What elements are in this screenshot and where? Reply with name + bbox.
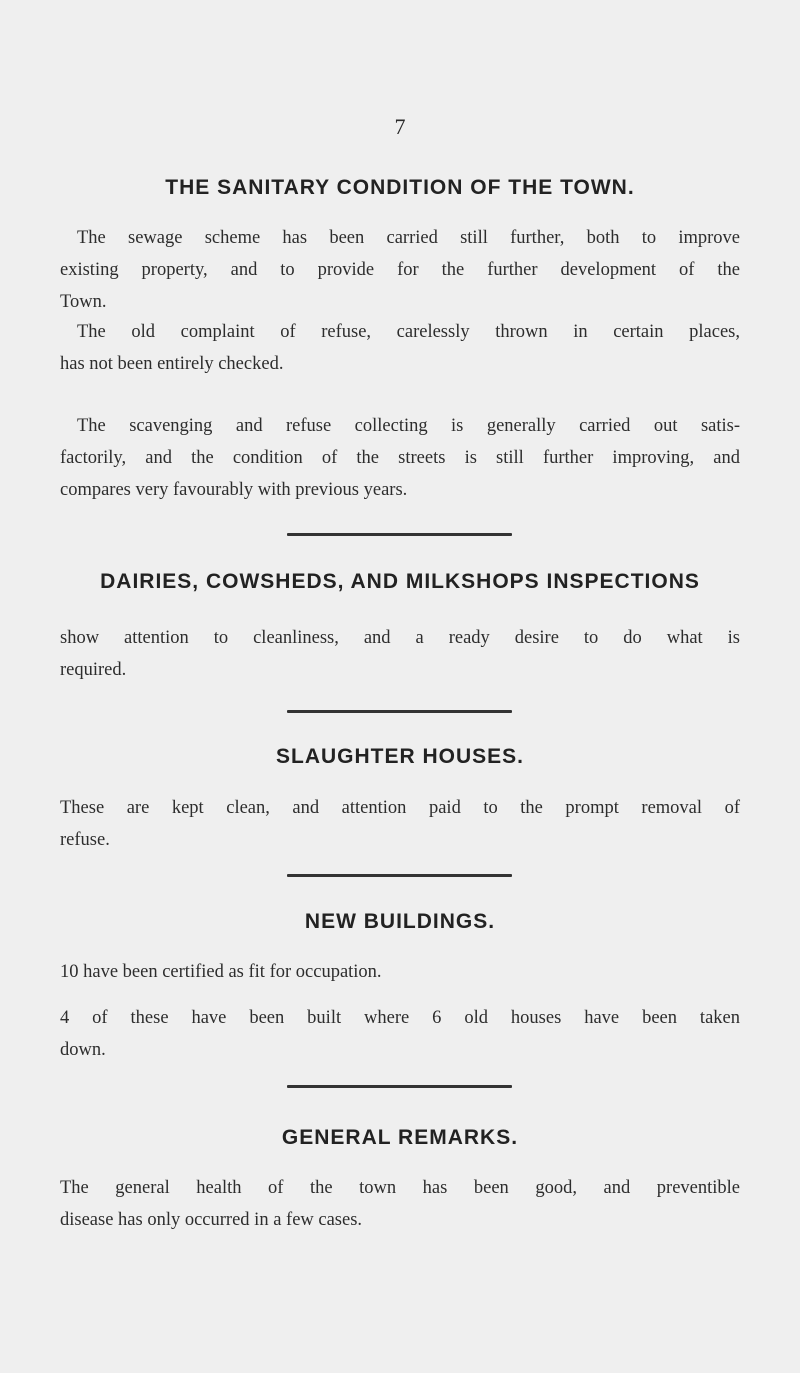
text-line: down.	[60, 1040, 106, 1060]
text-line: disease has only occurred in a few cases.	[60, 1210, 363, 1230]
text-line: compares very favourably with previous years.	[60, 480, 408, 500]
page-number: 7	[394, 114, 406, 139]
text-line: The general health of the town has been good, and preventible	[60, 1178, 740, 1198]
divider-rule	[287, 874, 512, 877]
divider-rule	[287, 710, 512, 713]
text-line: required.	[60, 660, 127, 680]
text-line: 4 of these have been built where 6 old houses have been taken	[60, 1008, 740, 1028]
paragraph-refuse-complaint	[60, 316, 740, 380]
text-line: The scavenging and refuse collecting is generally carried out satis-	[77, 416, 740, 436]
text-line: Town.	[60, 292, 107, 312]
section-heading-slaughter-houses: SLAUGHTER HOUSES.	[275, 745, 525, 768]
paragraph-scavenging	[60, 410, 740, 506]
paragraph-general-health	[60, 1172, 740, 1236]
text-line: The old complaint of refuse, carelessly thrown in certain places,	[77, 322, 740, 342]
text-line: show attention to cleanliness, and a ready desire to do what is	[60, 628, 740, 648]
text-line: existing property, and to provide for the further development of the	[60, 260, 740, 280]
section-heading-dairies: DAIRIES, COWSHEDS, AND MILKSHOPS INSPECTIONS	[100, 570, 700, 593]
paragraph-certified	[60, 956, 740, 988]
paragraph-slaughter-houses	[60, 792, 740, 856]
divider-rule	[287, 533, 512, 536]
section-heading-general-remarks: GENERAL REMARKS.	[281, 1126, 519, 1149]
text-line: 10 have been certified as fit for occupation.	[60, 962, 382, 982]
text-line: refuse.	[60, 830, 110, 850]
divider-rule	[287, 1085, 512, 1088]
paragraph-dairies	[60, 622, 740, 686]
paragraph-sewage-scheme	[60, 222, 740, 318]
text-line: The sewage scheme has been carried still further, both to improve	[77, 228, 740, 248]
text-line: factorily, and the condition of the streets is still further improving, and	[60, 448, 740, 468]
text-line: has not been entirely checked.	[60, 354, 284, 374]
section-heading-sanitary-condition: THE SANITARY CONDITION OF THE TOWN.	[165, 176, 635, 199]
text-line: These are kept clean, and attention paid to the prompt removal of	[60, 798, 740, 818]
section-heading-new-buildings: NEW BUILDINGS.	[304, 910, 496, 933]
paragraph-houses-built	[60, 1002, 740, 1066]
